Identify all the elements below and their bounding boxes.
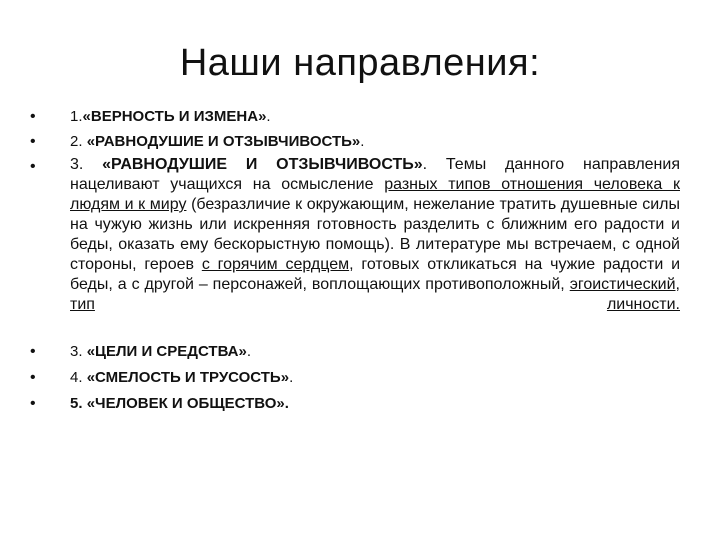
item-tail: . [266,108,271,125]
list-item [30,131,680,153]
detail-text-2: (безразличие к окружающим, нежелание тратить душевные силы на чужую жизнь или искренняя готовность разделить с ближним его радости и беды, оказать ему бескорыстную помощь). В литературе мы встречаем, с одной стороны, героев [70,196,680,273]
item-name: «ЦЕЛИ И СРЕДСТВА» [86,343,247,360]
item-name: «РАВНОДУШИЕ И ОТЗЫВЧИВОСТЬ» [86,133,361,150]
directions-list [30,106,680,419]
bullet: • [30,108,36,125]
detail-underline-3: эгоистический, [569,276,680,293]
item-number: 2. [70,133,83,150]
item-name: «ЧЕЛОВЕК И ОБЩЕСТВО» [86,395,285,412]
item-name: «СМЕЛОСТЬ И ТРУСОСТЬ» [86,369,290,386]
item-tail: . [422,156,428,173]
list-item [30,341,680,363]
item-number: 4. [70,369,83,386]
detail-underline-1: разных типов отношения человека к людям и к миру [70,176,680,213]
item-number: 3. [70,343,83,360]
bullet: • [30,158,36,175]
item-tail: . [284,395,289,412]
spacer [30,315,680,341]
list-item [30,367,680,389]
detail-text-3: , готовых откликаться на чужие радости и беды, а с другой – персонажей, воплощающих противоположный, [70,256,681,293]
detail-text-1: Темы данного направления нацеливают учащихся на осмысление [70,156,680,193]
bullet: • [30,133,36,150]
item-tail: . [360,133,365,150]
bullet: • [30,343,36,360]
item-number: 5. [70,395,83,412]
detail-underline-4: тип [70,296,95,313]
list-item [30,106,680,128]
item-name: «ВЕРНОСТЬ И ИЗМЕНА» [82,108,267,125]
item-name: «РАВНОДУШИЕ И ОТЗЫВЧИВОСТЬ» [102,156,423,173]
item-number: 3. [70,156,84,173]
detail-underline-2: с горячим сердцем [201,256,350,273]
list-item [30,393,680,415]
slide-title: Наши направления: [179,42,541,84]
detail-underline-5: личности. [606,296,680,313]
directions-list-bottom [30,341,680,415]
bullet: • [30,395,36,412]
item-tail: . [246,343,251,360]
detail-text-5 [95,296,607,313]
item-tail: . [289,369,294,386]
bullet: • [30,369,36,386]
item-number: 1. [70,108,83,125]
list-item-detailed [30,155,680,315]
